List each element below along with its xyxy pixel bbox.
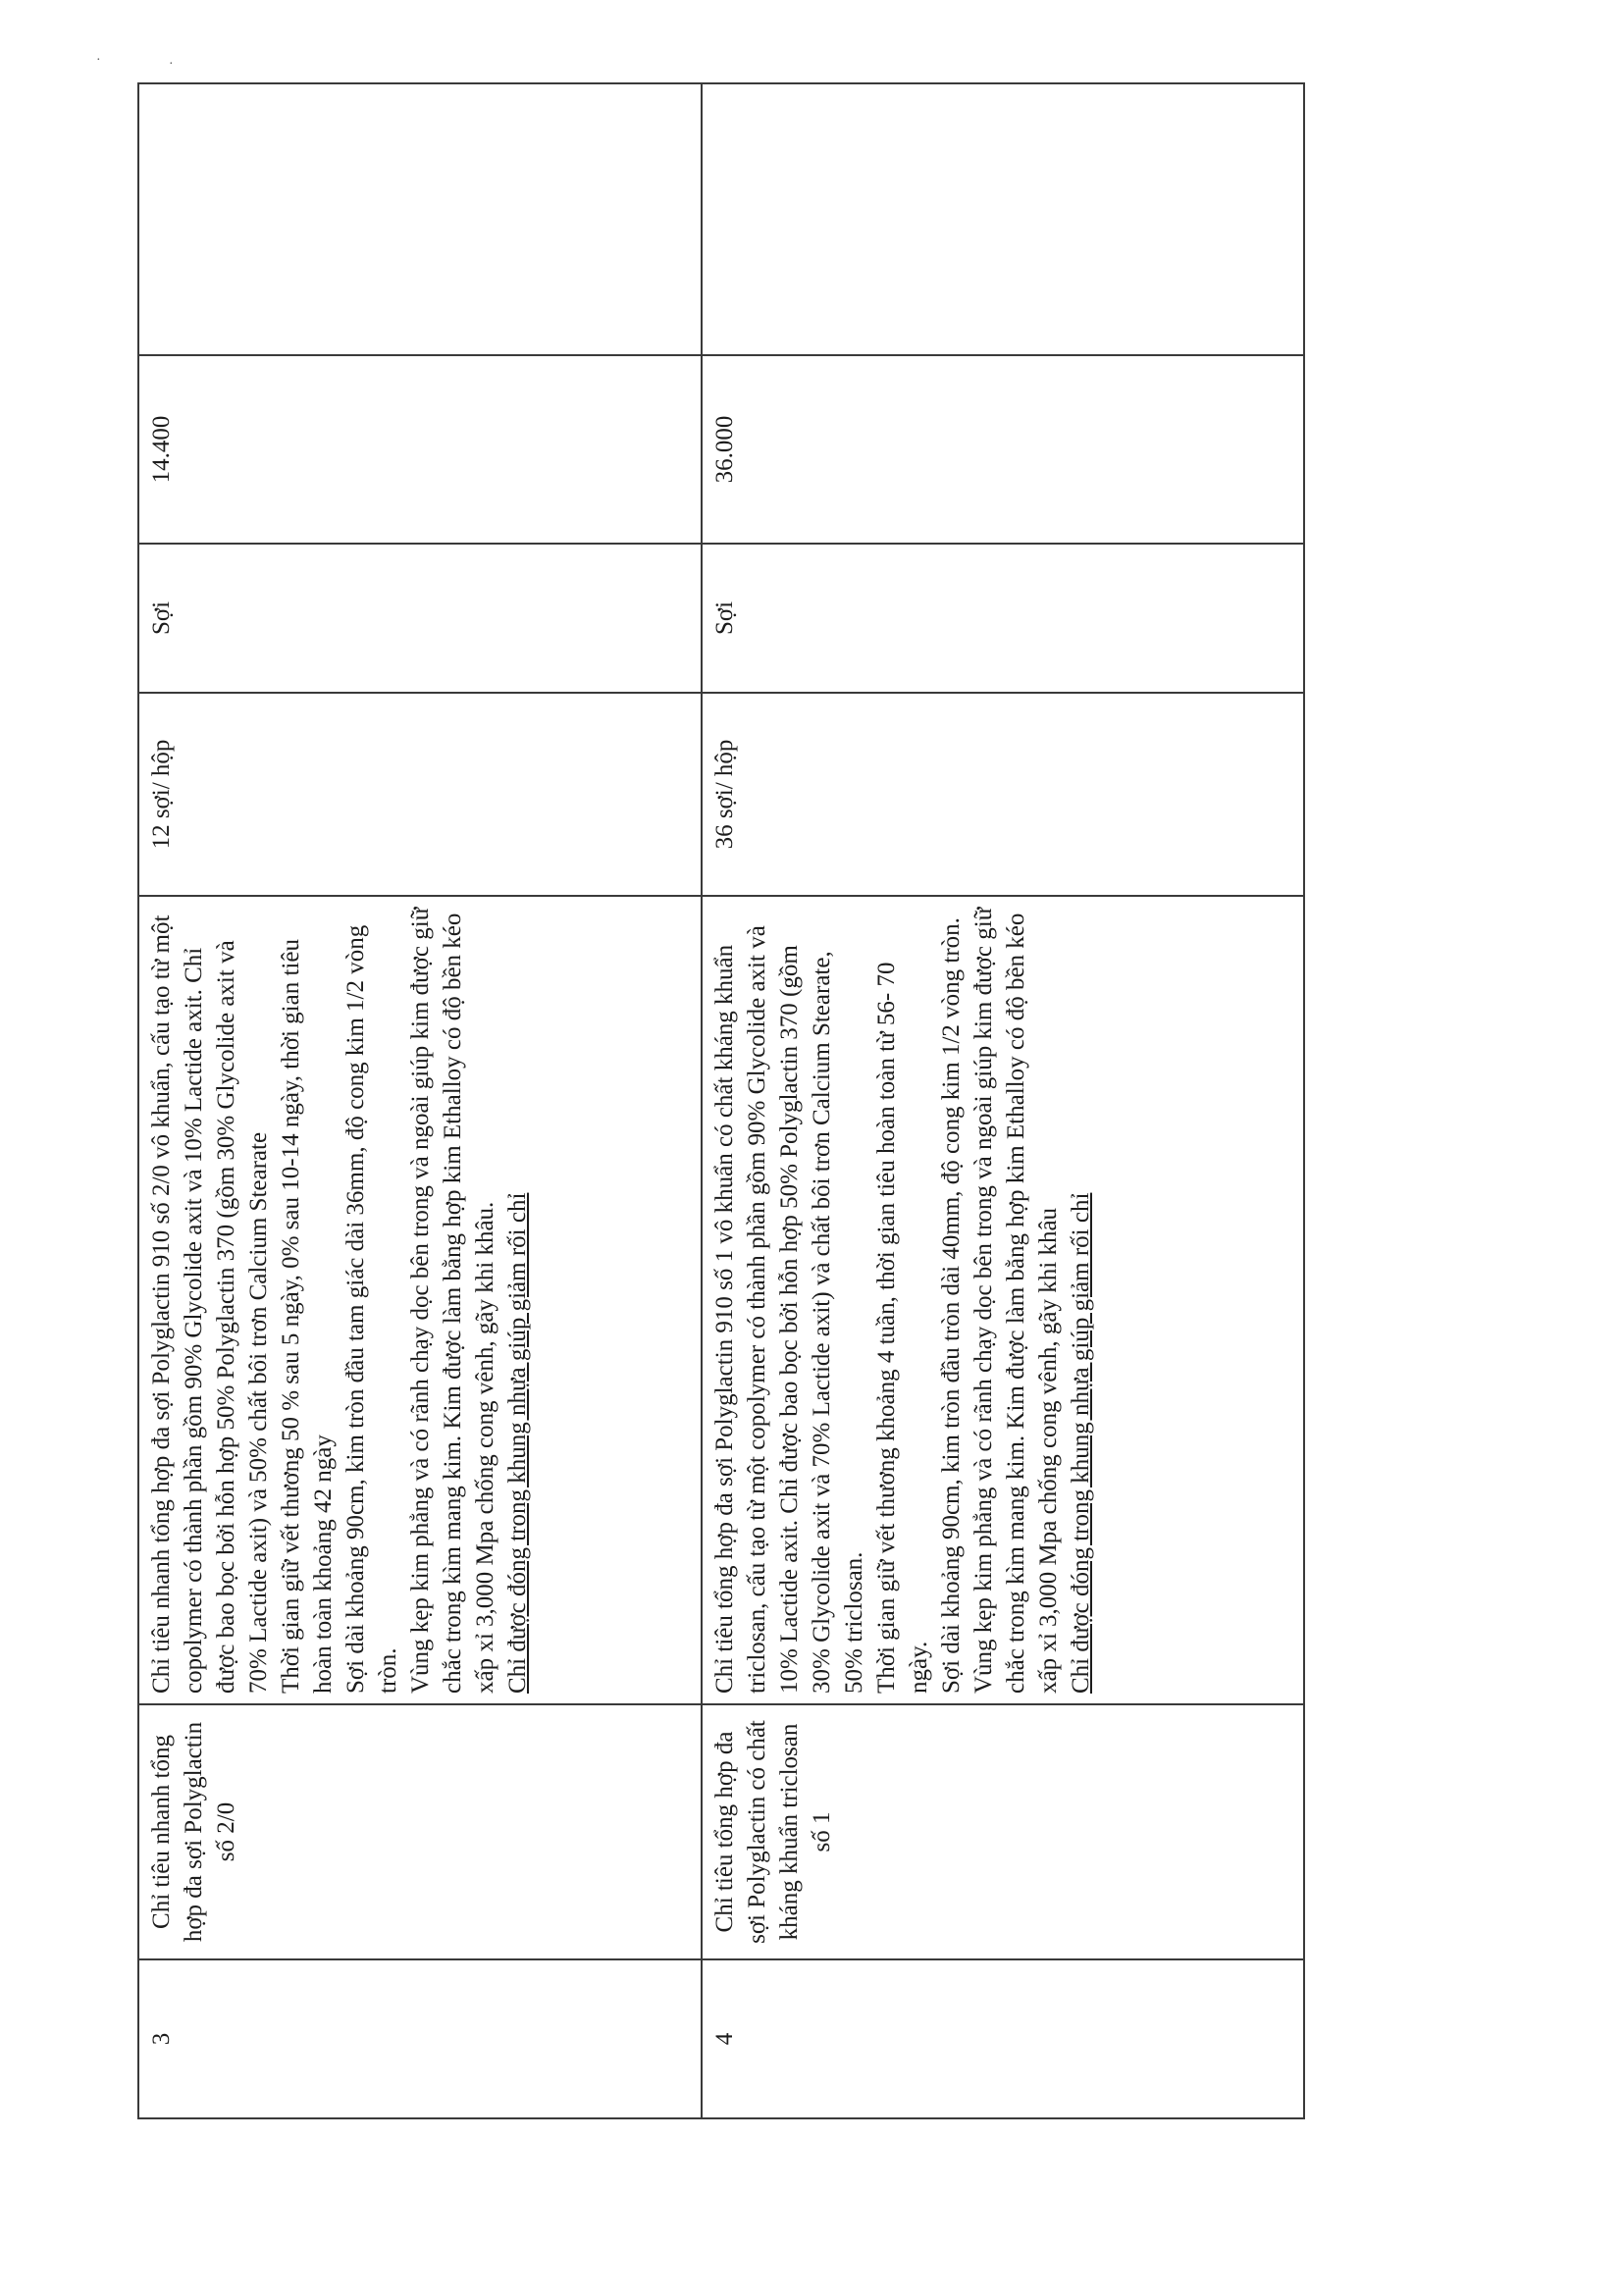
row-number: 4 (702, 1959, 1304, 2118)
product-description (702, 896, 1304, 1704)
packaging: 36 sợi/ hộp (702, 693, 1304, 896)
product-description (138, 896, 702, 1704)
description-line: Thời gian giữ vết thương 50 % sau 5 ngày, 0% sau 10-14 ngày, thời gian tiêu hoàn toàn khoảng 42 ngày (278, 939, 337, 1694)
unit: Sợi (138, 544, 702, 693)
description-line: Chỉ được đóng trong khung nhựa giúp giảm rối chỉ (1068, 1192, 1094, 1694)
description-line: Vùng kẹp kim phẳng và có rãnh chạy dọc bên trong và ngoài giúp kim được giữ chắc trong kìm mang kim. Kim được làm bằng hợp kim Ethalloy có độ bền kéo xấp xỉ 3,000 Mpa chống cong vênh, gãy khi khâu (970, 907, 1062, 1694)
product-name: Chỉ tiêu nhanh tổng hợp đa sợi Polyglactin số 2/0 (138, 1704, 702, 1959)
description-line: Vùng kẹp kim phẳng và có rãnh chạy dọc bên trong và ngoài giúp kim được giữ chắc trong kìm mang kim. Kim được làm bằng hợp kim Ethalloy có độ bền kéo xấp xỉ 3,000 Mpa chống cong vênh, gãy khi khâu. (407, 907, 498, 1694)
scan-speck: · (96, 53, 101, 68)
product-spec-table (137, 82, 1305, 2119)
description-line: Thời gian giữ vết thương khoảng 4 tuần, thời gian tiêu hoàn toàn từ 56- 70 ngày. (873, 962, 932, 1694)
description-line: Sợi dài khoảng 90cm, kim tròn đầu tròn dài 40mm, độ cong kim 1/2 vòng tròn. (938, 917, 965, 1694)
empty-cell (138, 83, 702, 355)
unit: Sợi (702, 544, 1304, 693)
description-line: Sợi dài khoảng 90cm, kim tròn đầu tam giác dài 36mm, độ cong kim 1/2 vòng tròn. (342, 924, 401, 1694)
description-line: Chỉ tiêu tổng hợp đa sợi Polyglactin 910 số 1 vô khuẩn có chất kháng khuẩn triclosan, cấu tạo từ một copolymer có thành phần gồm 90% Glycolide axit và 10% Lactide axit. Chỉ được bao bọc bởi hỗn hợp 50% Polyglactin 370 (gồm 30% Glycolide axit và 70% Lactide axit) và chất bôi trơn Calcium Stearate, 50% triclosan. (711, 925, 867, 1694)
row-number: 3 (138, 1959, 702, 2118)
quantity: 14.400 (138, 355, 702, 544)
empty-cell (702, 83, 1304, 355)
packaging: 12 sợi/ hộp (138, 693, 702, 896)
table-row (138, 83, 702, 2118)
description-line: Chỉ tiêu nhanh tổng hợp đa sợi Polyglactin 910 số 2/0 vô khuẩn, cấu tạo từ một copolymer có thành phần gồm 90% Glycolide axit và 10% Lactide axit. Chỉ được bao bọc bởi hỗn hợp 50% Polyglactin 370 (gồm 30% Glycolide axit và 70% Lactide axit) và 50% chất bôi trơn Calcium Stearate (148, 914, 272, 1694)
quantity: 36.000 (702, 355, 1304, 544)
table-row (702, 83, 1304, 2118)
description-line: Chỉ được đóng trong khung nhựa giúp giảm rối chỉ (504, 1192, 531, 1694)
scan-speck: · (169, 57, 174, 72)
product-name: Chỉ tiêu tổng hợp đa sợi Polyglactin có chất kháng khuẩn triclosan số 1 (702, 1704, 1304, 1959)
rotated-table-container (137, 235, 1276, 2119)
